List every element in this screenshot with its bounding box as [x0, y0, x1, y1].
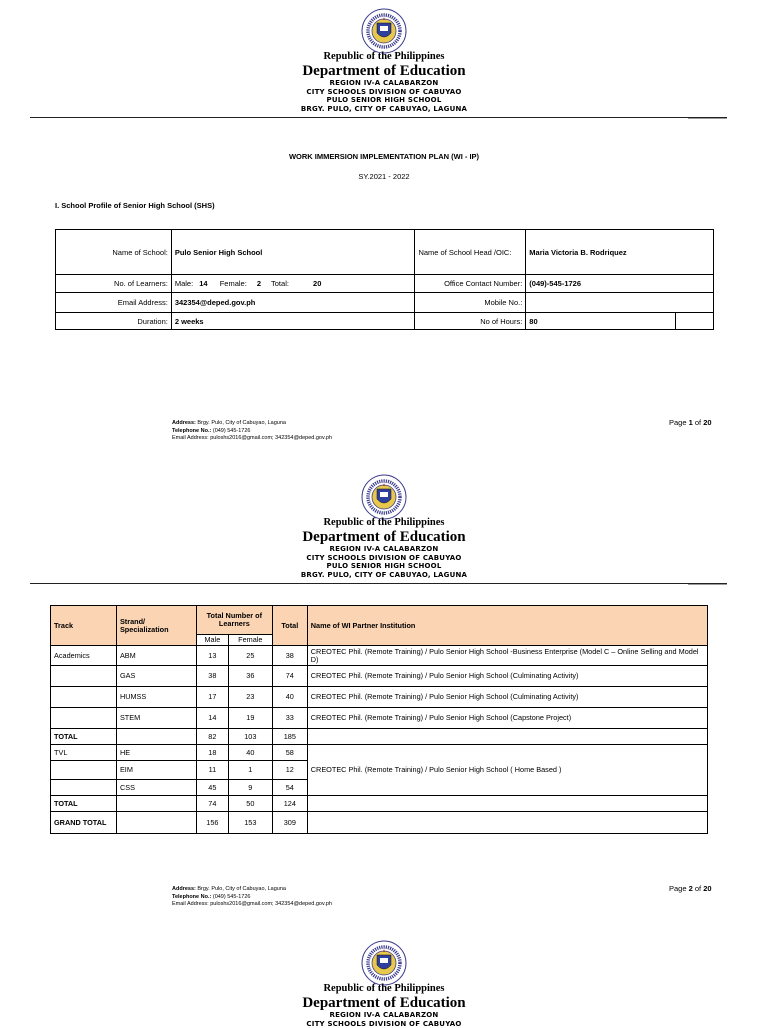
footer-address: Brgy. Pulo, City of Cabuyao, Laguna [197, 420, 286, 426]
immersion-table [50, 605, 708, 834]
name-of-school-value: Pulo Senior High School [171, 230, 415, 275]
track-cell [51, 666, 117, 687]
table-row [51, 745, 708, 761]
school-year: SY.2021 - 2022 [0, 172, 768, 181]
male-cell: 14 [196, 708, 228, 729]
partner-cell: CREOTEC Phil. (Remote Training) / Pulo Senior High School (Culminating Activity) [307, 687, 707, 708]
table-row [51, 796, 708, 812]
school-text: PULO SENIOR HIGH SCHOOL [0, 562, 768, 571]
female-cell: 9 [228, 780, 272, 796]
duration-value: 2 weeks [171, 313, 415, 330]
total-cell: 309 [272, 812, 307, 834]
partner-cell [307, 812, 707, 834]
division-text: CITY SCHOOLS DIVISION OF CABUYAO [0, 1020, 768, 1028]
letterhead [0, 983, 768, 1028]
table-row [51, 708, 708, 729]
female-cell: 153 [228, 812, 272, 834]
deped-seal-icon [361, 474, 407, 520]
track-header: Track [51, 606, 117, 646]
strand-cell: ABM [116, 646, 196, 666]
partner-cell: CREOTEC Phil. (Remote Training) / Pulo Senior High School -Business Enterprise (Model C – Online Selling and Model D) [307, 646, 707, 666]
female-cell: 1 [228, 761, 272, 780]
email-value: 342354@deped.gov.ph [171, 293, 415, 313]
male-cell: 17 [196, 687, 228, 708]
male-cell: 18 [196, 745, 228, 761]
republic-text: Republic of the Philippines [0, 51, 768, 63]
total-count: 20 [313, 279, 321, 288]
total-header: Total [272, 606, 307, 646]
female-cell: 50 [228, 796, 272, 812]
male-cell: 13 [196, 646, 228, 666]
learners-label: No. of Learners: [56, 275, 172, 293]
track-cell: TOTAL [51, 729, 117, 745]
total-cell: 124 [272, 796, 307, 812]
office-contact-label: Office Contact Number: [415, 275, 526, 293]
address-text: BRGY. PULO, CITY OF CABUYAO, LAGUNA [0, 571, 768, 580]
strand-cell: EIM [116, 761, 196, 780]
footer-email: Email Address: puloshs2016@gmail.com; 342354@deped.gov.ph [172, 435, 332, 443]
track-cell [51, 780, 117, 796]
total-cell: 40 [272, 687, 307, 708]
department-text: Department of Education [0, 529, 768, 545]
male-cell: 45 [196, 780, 228, 796]
school-head-label: Name of School Head /OIC: [415, 230, 526, 275]
total-cell: 74 [272, 666, 307, 687]
page-total: 20 [703, 884, 711, 893]
footer-tel-label: Telephone No.: [172, 428, 211, 434]
track-cell: GRAND TOTAL [51, 812, 117, 834]
letterhead [0, 517, 768, 579]
header-divider [30, 583, 727, 584]
partner-cell [307, 729, 707, 745]
male-cell: 82 [196, 729, 228, 745]
page-number [669, 884, 712, 893]
page-footer [172, 886, 332, 909]
republic-text: Republic of the Philippines [0, 517, 768, 529]
footer-tel-label: Telephone No.: [172, 894, 211, 900]
female-count: 2 [257, 279, 261, 288]
duration-label: Duration: [56, 313, 172, 330]
track-cell: TOTAL [51, 796, 117, 812]
footer-address-label: Address: [172, 420, 196, 426]
total-cell: 33 [272, 708, 307, 729]
address-text: BRGY. PULO, CITY OF CABUYAO, LAGUNA [0, 105, 768, 114]
female-cell: 25 [228, 646, 272, 666]
strand-cell [116, 812, 196, 834]
division-text: CITY SCHOOLS DIVISION OF CABUYAO [0, 554, 768, 563]
page-num: 1 [689, 418, 693, 427]
hours-value: 80 [526, 313, 676, 330]
office-contact-value: (049)-545-1726 [526, 275, 714, 293]
region-text: REGION IV-A CALABARZON [0, 545, 768, 554]
strand-cell: STEM [116, 708, 196, 729]
track-cell: Academics [51, 646, 117, 666]
partner-cell [307, 796, 707, 812]
department-text: Department of Education [0, 63, 768, 79]
table-row [51, 666, 708, 687]
republic-text: Republic of the Philippines [0, 983, 768, 995]
track-cell [51, 708, 117, 729]
hours-label: No of Hours: [415, 313, 526, 330]
male-header: Male [196, 635, 228, 646]
male-count: 14 [199, 279, 207, 288]
footer-email: Email Address: puloshs2016@gmail.com; 342354@deped.gov.ph [172, 901, 332, 909]
page-total: 20 [703, 418, 711, 427]
page-word: Page [669, 884, 687, 893]
division-text: CITY SCHOOLS DIVISION OF CABUYAO [0, 88, 768, 97]
learners-header: Total Number of Learners [196, 606, 272, 635]
female-label: Female: [220, 279, 247, 288]
partner-cell: CREOTEC Phil. (Remote Training) / Pulo Senior High School ( Home Based ) [307, 745, 707, 796]
female-cell: 19 [228, 708, 272, 729]
table-row [51, 812, 708, 834]
total-cell: 38 [272, 646, 307, 666]
region-text: REGION IV-A CALABARZON [0, 1011, 768, 1020]
female-cell: 23 [228, 687, 272, 708]
total-cell: 185 [272, 729, 307, 745]
document-title: WORK IMMERSION IMPLEMENTATION PLAN (WI - IP) [0, 152, 768, 161]
of-word: of [695, 418, 701, 427]
strand-cell [116, 796, 196, 812]
table-row [51, 729, 708, 745]
deped-seal-icon [361, 940, 407, 986]
strand-cell: HUMSS [116, 687, 196, 708]
total-cell: 54 [272, 780, 307, 796]
department-text: Department of Education [0, 995, 768, 1011]
table-row [51, 646, 708, 666]
footer-address-label: Address: [172, 886, 196, 892]
female-cell: 103 [228, 729, 272, 745]
table-row [51, 687, 708, 708]
section-heading: I. School Profile of Senior High School (SHS) [55, 201, 215, 210]
of-word: of [695, 884, 701, 893]
partner-cell: CREOTEC Phil. (Remote Training) / Pulo Senior High School (Capstone Project) [307, 708, 707, 729]
footer-tel: (049) 545-1726 [213, 428, 251, 434]
strand-cell: CSS [116, 780, 196, 796]
page-word: Page [669, 418, 687, 427]
header-divider-accent [688, 584, 727, 585]
footer-tel: (049) 545-1726 [213, 894, 251, 900]
page-num: 2 [689, 884, 693, 893]
footer-address: Brgy. Pulo, City of Cabuyao, Laguna [197, 886, 286, 892]
partner-header: Name of WI Partner Institution [307, 606, 707, 646]
total-label: Total: [271, 279, 289, 288]
male-cell: 11 [196, 761, 228, 780]
mobile-label: Mobile No.: [415, 293, 526, 313]
region-text: REGION IV-A CALABARZON [0, 79, 768, 88]
track-cell: TVL [51, 745, 117, 761]
partner-cell: CREOTEC Phil. (Remote Training) / Pulo Senior High School (Culminating Activity) [307, 666, 707, 687]
track-cell [51, 761, 117, 780]
female-cell: 36 [228, 666, 272, 687]
track-cell [51, 687, 117, 708]
male-cell: 74 [196, 796, 228, 812]
school-text: PULO SENIOR HIGH SCHOOL [0, 96, 768, 105]
male-label: Male: [175, 279, 193, 288]
strand-cell [116, 729, 196, 745]
school-head-value: Maria Victoria B. Rodriquez [526, 230, 714, 275]
strand-cell: GAS [116, 666, 196, 687]
strand-header: Strand/ Specialization [116, 606, 196, 646]
name-of-school-label: Name of School: [56, 230, 172, 275]
female-cell: 40 [228, 745, 272, 761]
male-cell: 38 [196, 666, 228, 687]
total-cell: 12 [272, 761, 307, 780]
male-cell: 156 [196, 812, 228, 834]
email-label: Email Address: [56, 293, 172, 313]
strand-cell: HE [116, 745, 196, 761]
female-header: Female [228, 635, 272, 646]
total-cell: 58 [272, 745, 307, 761]
